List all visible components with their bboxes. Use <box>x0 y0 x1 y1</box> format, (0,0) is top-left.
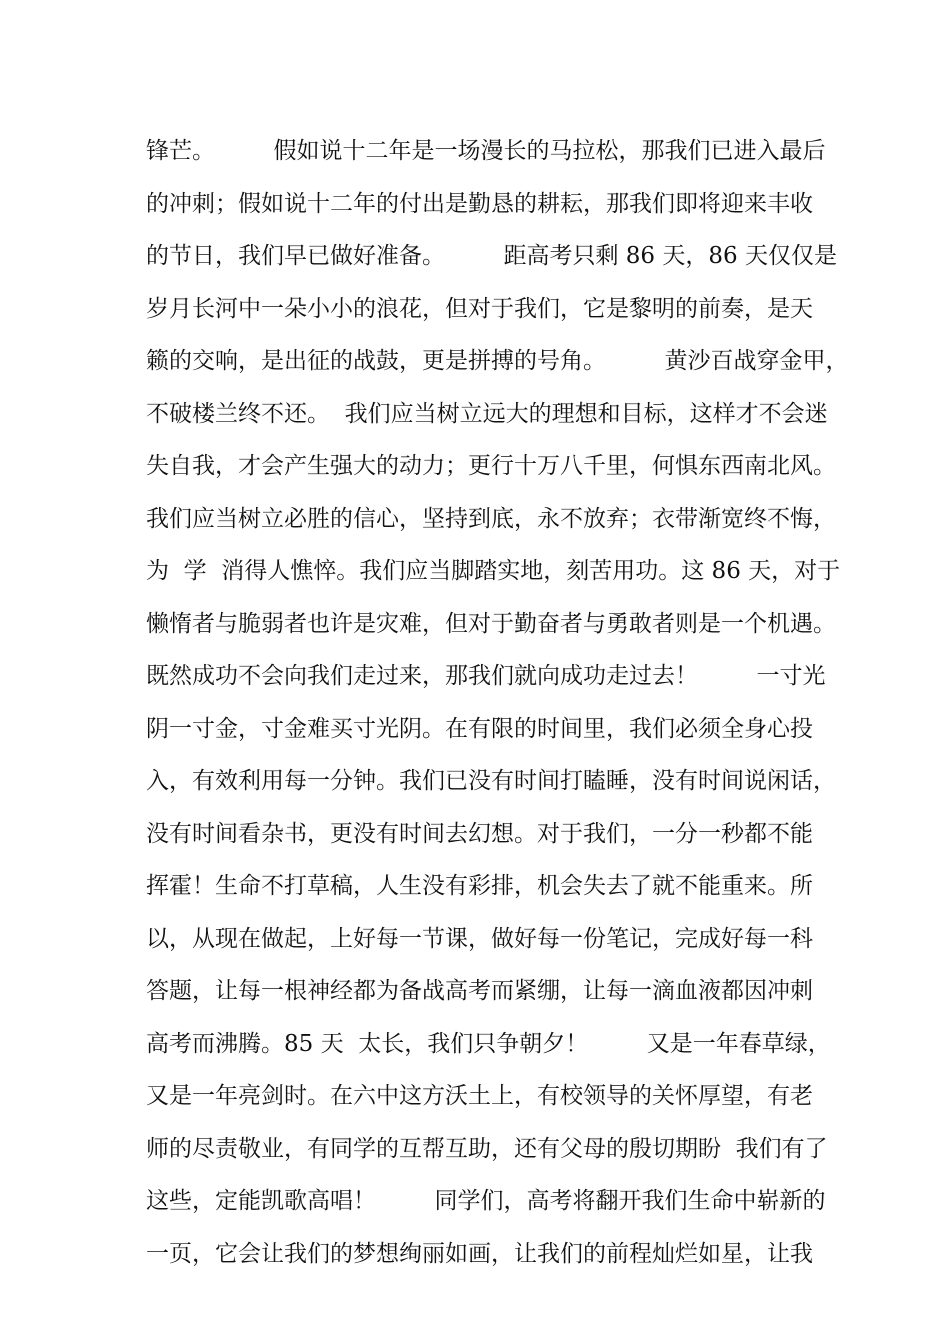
text-line: 不破楼兰终不还。 我们应当树立远大的理想和目标，这样才不会迷 <box>146 400 828 427</box>
text-line: 的冲刺；假如说十二年的付出是勤恳的耕耘，那我们即将迎来丰收 <box>146 190 813 217</box>
text-line: 懒惰者与脆弱者也许是灾难，但对于勤奋者与勇敢者则是一个机遇。 <box>146 610 836 637</box>
text-line: 一页，它会让我们的梦想绚丽如画，让我们的前程灿烂如星，让我 <box>146 1240 813 1267</box>
text-line: 以，从现在做起，上好每一节课，做好每一份笔记，完成好每一科 <box>146 925 813 952</box>
text-line: 入，有效利用每一分钟。我们已没有时间打瞌睡，没有时间说闲话， <box>146 768 836 794</box>
text-line: 籁的交响，是出征的战鼓，更是拼搏的号角。 黄沙百战穿金甲， <box>146 348 849 374</box>
text-line: 岁月长河中一朵小小的浪花，但对于我们，它是黎明的前奏，是天 <box>146 295 813 322</box>
body-text <box>146 131 849 1286</box>
text-line: 失自我，才会产生强大的动力；更行十万八千里，何惧东西南北风。 <box>146 453 836 479</box>
text-line: 高考而沸腾。85 天 太长，我们只争朝夕！ 又是一年春草绿， <box>146 1030 831 1057</box>
text-line: 的节日，我们早已做好准备。 距高考只剩 86 天，86 天仅仅是 <box>146 243 837 269</box>
text-line: 锋芒。 假如说十二年是一场漫长的马拉松，那我们已进入最后 <box>146 138 826 164</box>
text-line: 这些，定能凯歌高唱！ 同学们，高考将翻开我们生命中崭新的 <box>146 1188 826 1214</box>
text-line: 我们应当树立必胜的信心，坚持到底，永不放弃；衣带渐宽终不悔， <box>146 505 836 532</box>
text-line: 答题，让每一根神经都为备战高考而紧绷，让每一滴血液都因冲刺 <box>146 978 813 1004</box>
text-line: 没有时间看杂书，更没有时间去幻想。对于我们，一分一秒都不能 <box>146 820 813 847</box>
text-line: 挥霍！生命不打草稿，人生没有彩排，机会失去了就不能重来。所 <box>146 873 813 899</box>
text-line: 师的尽责敬业，有同学的互帮互助，还有父母的殷切期盼 我们有了 <box>146 1135 828 1162</box>
text-line: 又是一年亮剑时。在六中这方沃土上，有校领导的关怀厚望，有老 <box>146 1083 813 1109</box>
text-line: 阴一寸金，寸金难买寸光阴。在有限的时间里，我们必须全身心投 <box>146 715 813 742</box>
text-line: 为 学 消得人憔悴。我们应当脚踏实地，刻苦用功。这 86 天，对于 <box>146 558 841 584</box>
text-line: 既然成功不会向我们走过来，那我们就向成功走过去！ 一寸光 <box>146 663 826 689</box>
